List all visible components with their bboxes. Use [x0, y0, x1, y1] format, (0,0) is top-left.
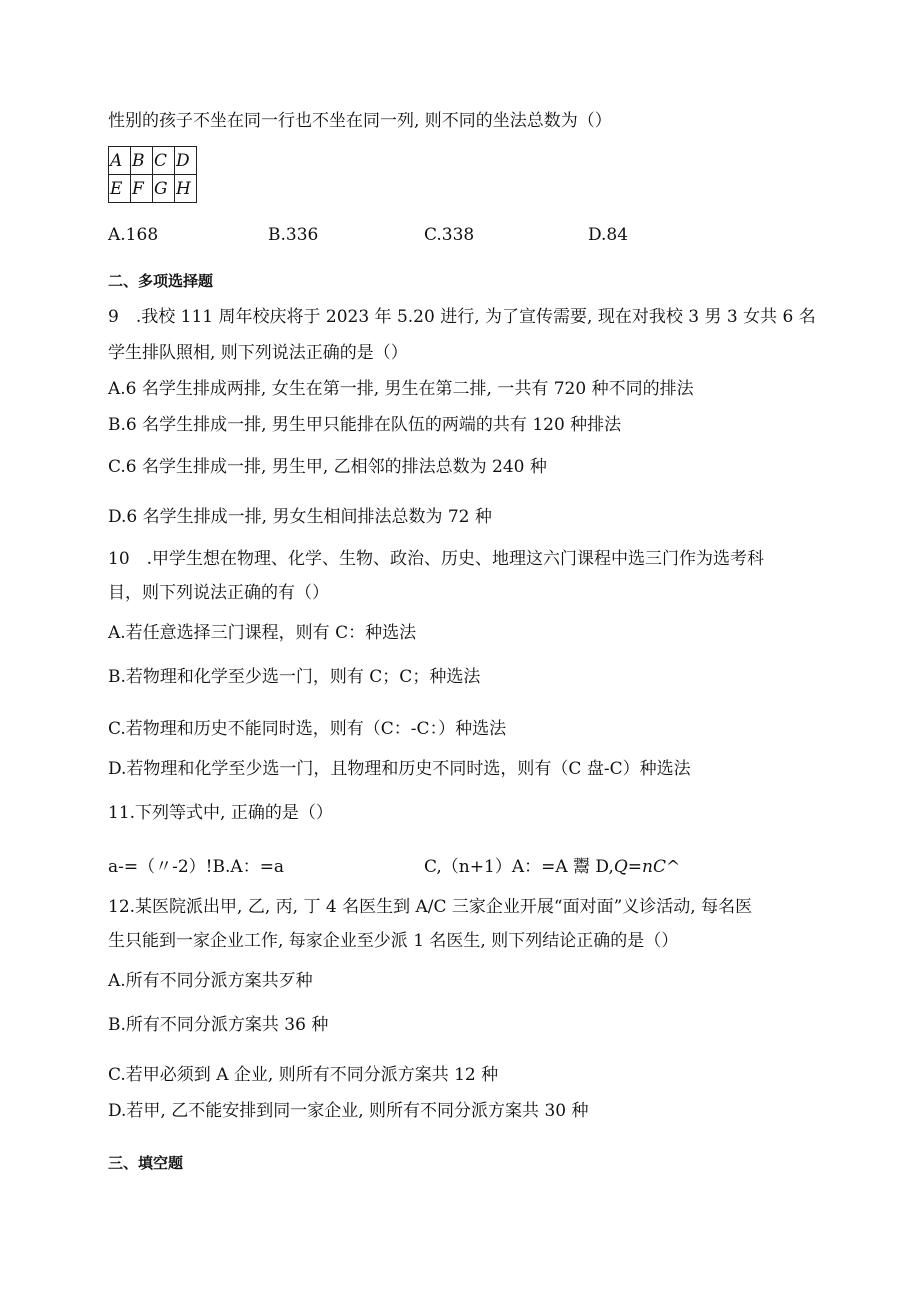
seat-cell: B [131, 147, 153, 175]
seat-cell: A [109, 147, 131, 175]
q11-options-c-d [424, 856, 680, 878]
q11-option-d-formula: Q=nC^ [613, 857, 681, 877]
q11-options-a-b [108, 856, 284, 878]
q10-option-d: D.若物理和化学至少选一门，且物理和历史不同时选，则有（C 盘-C）种选法 [108, 759, 691, 779]
q9-option-b: B.6 名学生排成一排, 男生甲只能排在队伍的两端的共有 120 种排法 [108, 415, 622, 435]
q8-option-a: A.168 [108, 225, 159, 245]
q9-option-c: C.6 名学生排成一排, 男生甲, 乙相邻的排法总数为 240 种 [108, 457, 547, 477]
q8-stem-tail: 性别的孩子不坐在同一行也不坐在同一列, 则不同的坐法总数为（） [108, 111, 612, 131]
seat-cell: G [153, 175, 175, 203]
section-heading-multiple-choice: 二、多项选择题 [108, 272, 214, 290]
q12-stem-line1: 12.某医院派出甲, 乙, 丙, 丁 4 名医生到 A/C 三家企业开展“面对面”义诊活动, 每名医 [108, 897, 753, 917]
q11-stem: 11.下列等式中, 正确的是（） [108, 803, 333, 823]
q11-options-a-b-text: a-=（〃-2）!B.A：=a [108, 857, 285, 877]
seat-cell: D [175, 147, 197, 175]
q8-option-b: B.336 [268, 225, 319, 245]
q8-option-d: D.84 [588, 225, 629, 245]
seat-cell: C [153, 147, 175, 175]
section-heading-fill-in: 三、填空题 [108, 1154, 184, 1172]
q9-option-a: A.6 名学生排成两排, 女生在第一排, 男生在第二排, 一共有 720 种不同的排法 [108, 379, 694, 399]
q10-stem-line2: 目，则下列说法正确的有（） [108, 583, 329, 603]
seat-grid-row [109, 175, 197, 203]
q12-option-c: C.若甲必须到 A 企业, 则所有不同分派方案共 12 种 [108, 1065, 499, 1085]
seat-cell: E [109, 175, 131, 203]
q9-option-d: D.6 名学生排成一排, 男女生相间排法总数为 72 种 [108, 507, 492, 527]
q12-option-b: B.所有不同分派方案共 36 种 [108, 1015, 329, 1035]
q12-option-a: A.所有不同分派方案共歹种 [108, 971, 313, 991]
q10-option-c: C.若物理和历史不能同时选，则有（C：-C：）种选法 [108, 719, 507, 739]
q10-option-b: B.若物理和化学至少选一门，则有 C；C；种选法 [108, 667, 481, 687]
q9-stem-line2: 学生排队照相, 则下列说法正确的是（） [108, 343, 408, 363]
seat-cell: H [175, 175, 197, 203]
q12-stem-line2: 生只能到一家企业工作, 每家企业至少派 1 名医生, 则下列结论正确的是（） [108, 931, 679, 951]
q10-stem-line1: 10 .甲学生想在物理、化学、生物、政治、历史、地理这六门课程中选三门作为选考科 [108, 549, 765, 569]
seat-grid-row [109, 147, 197, 175]
q12-option-d: D.若甲, 乙不能安排到同一家企业, 则所有不同分派方案共 30 种 [108, 1101, 589, 1121]
q8-option-c: C.338 [424, 225, 475, 245]
seat-cell: F [131, 175, 153, 203]
seat-grid [108, 146, 197, 203]
q11-option-c-text: C,（n+1）A：=A 鬻 D, [424, 857, 614, 877]
q10-option-a: A.若任意选择三门课程，则有 C：种选法 [108, 623, 417, 643]
q9-stem-line1: 9 .我校 111 周年校庆将于 2023 年 5.20 进行, 为了宣传需要, 现在对我校 3 男 3 女共 6 名 [108, 307, 816, 327]
